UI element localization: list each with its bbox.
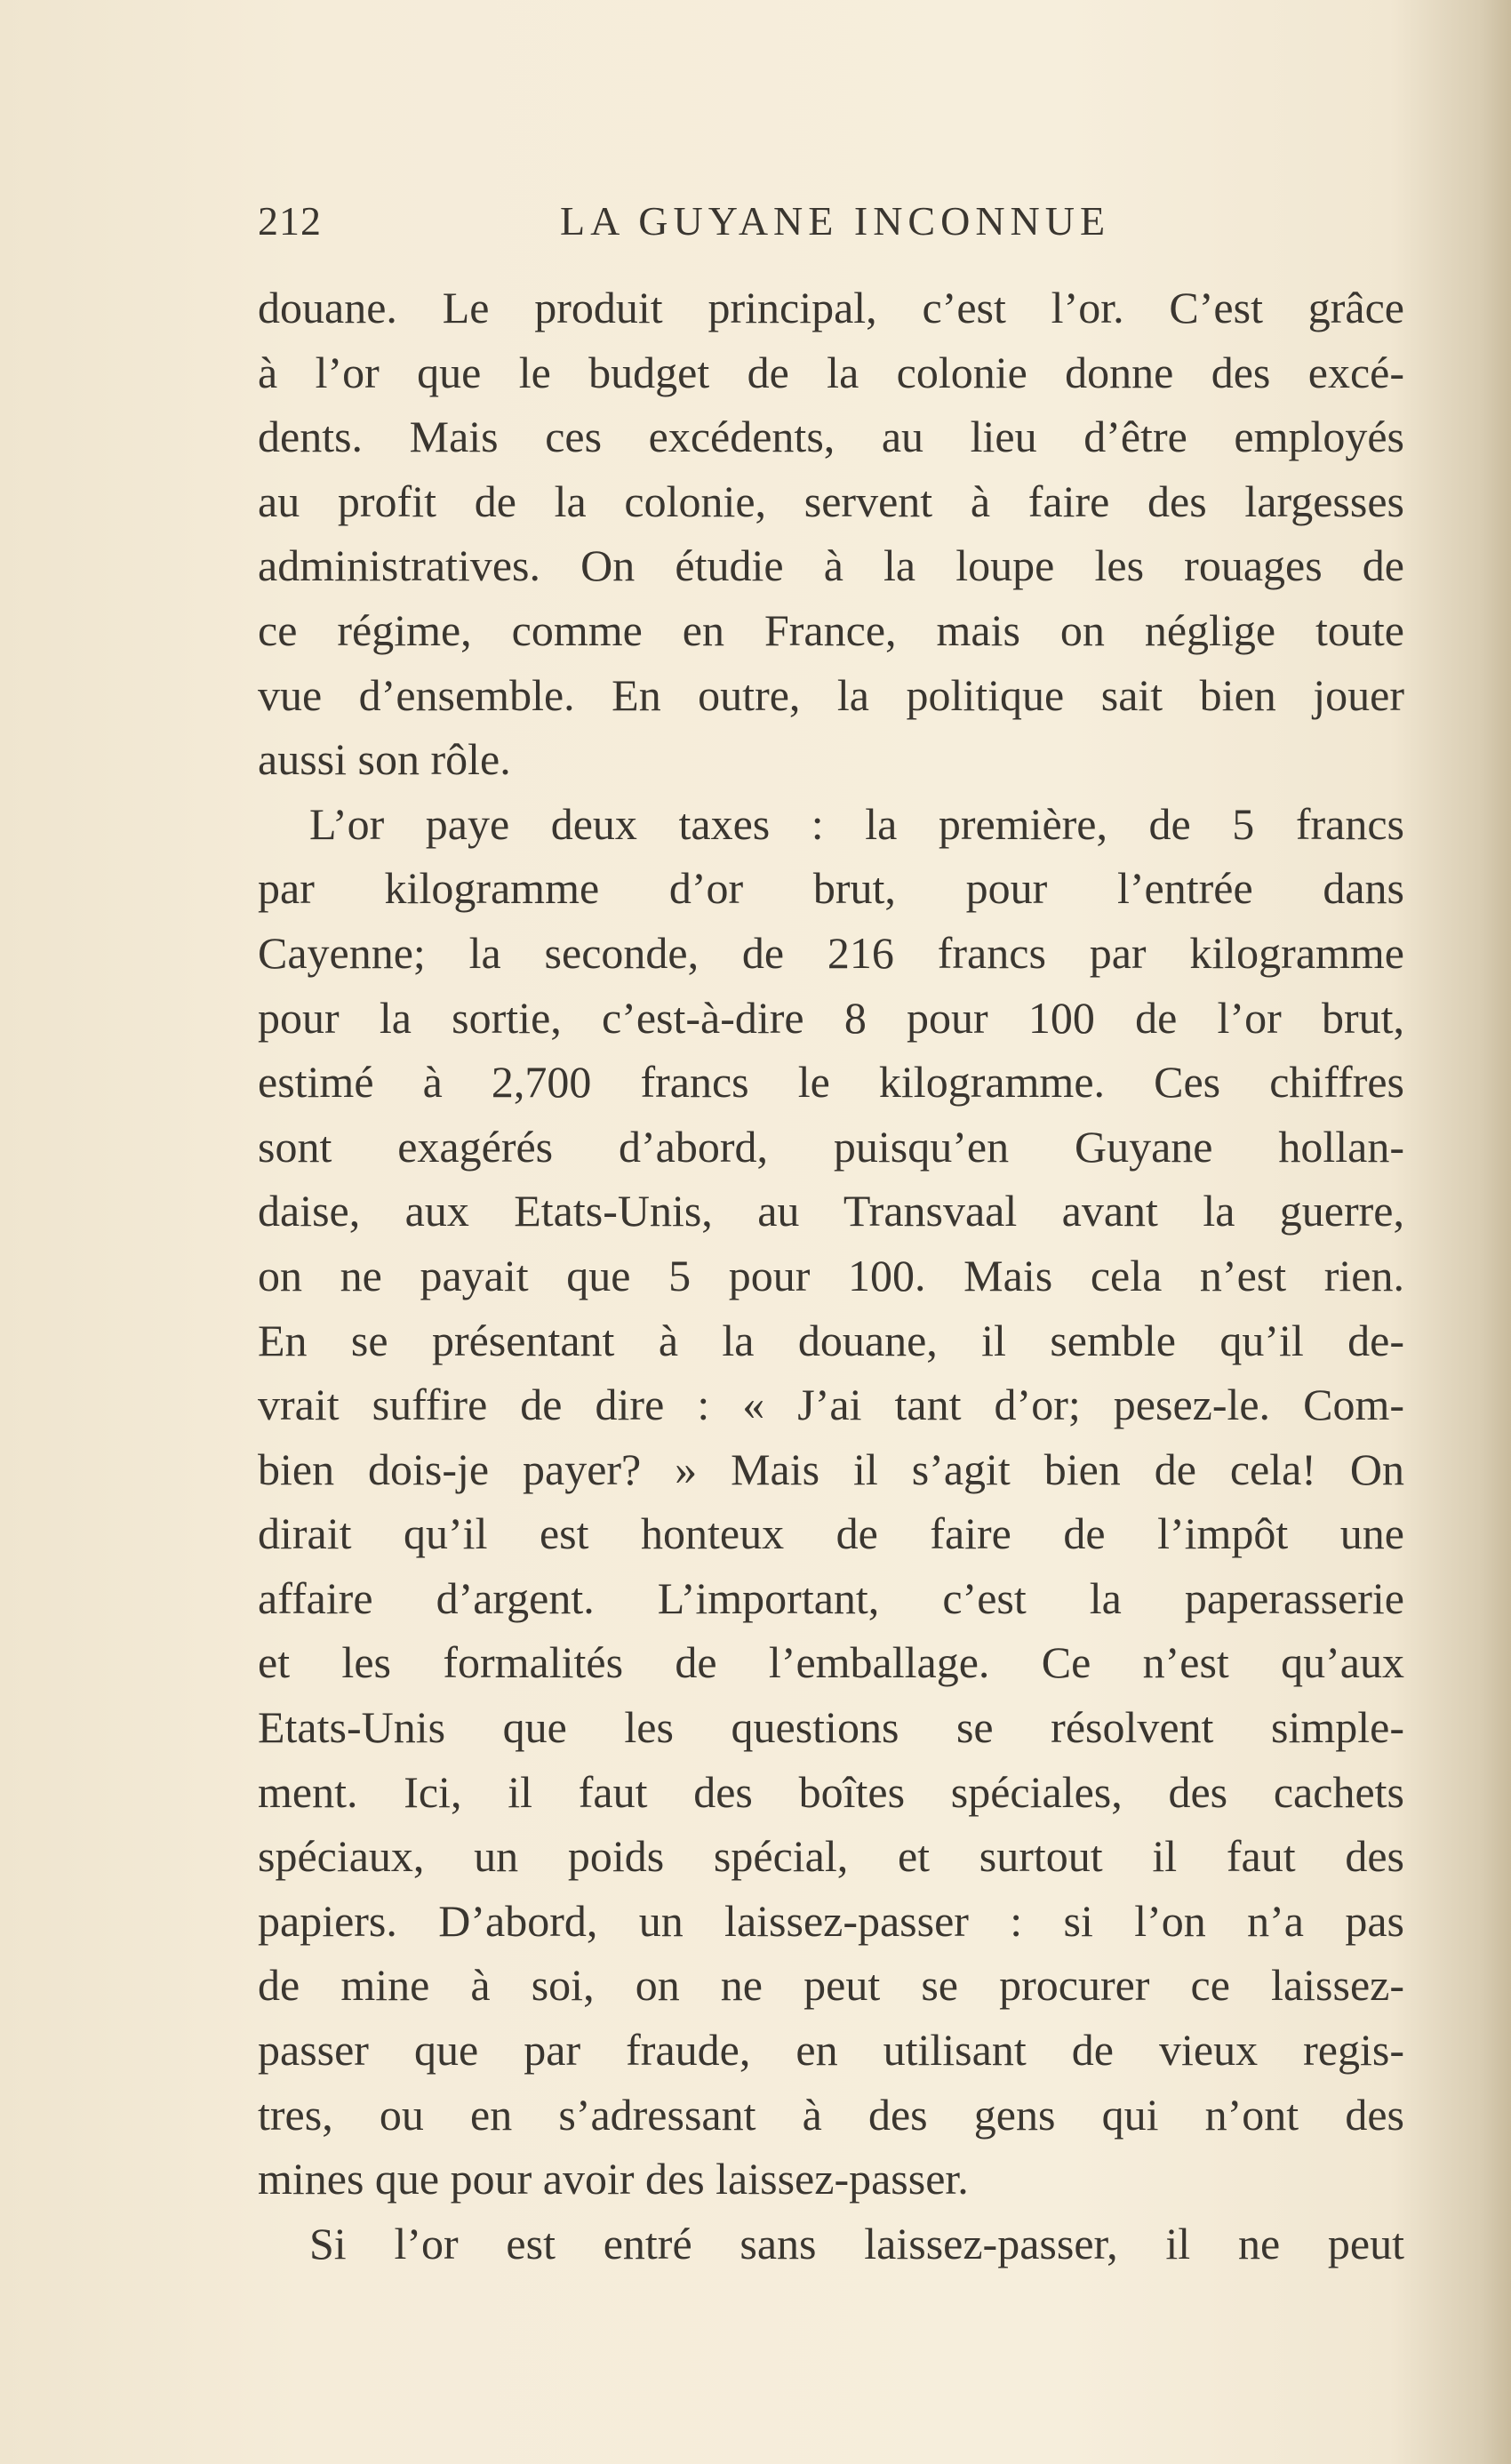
running-title: LA GUYANE INCONNUE: [560, 198, 1111, 244]
text-line: de mine à soi, on ne peut se procurer ce laissez-: [258, 1960, 1404, 2011]
text-line: bien dois-je payer? » Mais il s’agit bien de cela! On: [258, 1444, 1404, 1494]
text-line: dirait qu’il est honteux de faire de l’impôt une: [258, 1508, 1404, 1559]
text-line: vrait suffire de dire : « J’ai tant d’or; pesez-le. Com-: [258, 1380, 1404, 1430]
text-line: affaire d’argent. L’important, c’est la paperasserie: [258, 1572, 1404, 1623]
text-line: passer que par fraude, en utilisant de vieux regis-: [258, 2025, 1404, 2076]
text-line: papiers. D’abord, un laissez-passer : si l’on n’a pas: [258, 1895, 1404, 1946]
page-body: [258, 276, 1404, 2276]
text-line: par kilogramme d’or brut, pour l’entrée dans: [258, 863, 1404, 914]
text-line: au profit de la colonie, servent à faire des largesses: [258, 476, 1404, 526]
text-line: à l’or que le budget de la colonie donne des excé-: [258, 347, 1404, 397]
text-line: dents. Mais ces excédents, au lieu d’être employés: [258, 412, 1404, 462]
text-line: sont exagérés d’abord, puisqu’en Guyane hollan-: [258, 1121, 1404, 1172]
text-line: et les formalités de l’emballage. Ce n’est qu’aux: [258, 1637, 1404, 1688]
text-line: pour la sortie, c’est-à-dire 8 pour 100 de l’or brut,: [258, 992, 1404, 1043]
text-line: spéciaux, un poids spécial, et surtout il faut des: [258, 1831, 1404, 1882]
text-line: mines que pour avoir des laissez-passer.: [258, 2154, 969, 2204]
text-line: on ne payait que 5 pour 100. Mais cela n’est rien.: [258, 1250, 1404, 1300]
text-line: estimé à 2,700 francs le kilogramme. Ces chiffres: [258, 1057, 1404, 1108]
text-line: Etats-Unis que les questions se résolvent simple-: [258, 1702, 1404, 1753]
text-line: aussi son rôle.: [258, 734, 511, 785]
text-line: vue d’ensemble. En outre, la politique sait bien jouer: [258, 669, 1404, 720]
page-number: 212: [258, 198, 322, 244]
paragraph-first-line: L’or paye deux taxes : la première, de 5 francs: [309, 798, 1404, 849]
text-line: administratives. On étudie à la loupe les rouages de: [258, 540, 1404, 591]
text-line: Cayenne; la seconde, de 216 francs par kilogramme: [258, 927, 1404, 978]
page-header: [258, 197, 1404, 260]
text-line: tres, ou en s’adressant à des gens qui n’ont des: [258, 2089, 1404, 2140]
text-line: ment. Ici, il faut des boîtes spéciales, des cachets: [258, 1766, 1404, 1817]
text-line: En se présentant à la douane, il semble qu’il de-: [258, 1315, 1404, 1365]
text-line: douane. Le produit principal, c’est l’or. C’est grâce: [258, 283, 1404, 332]
text-line: daise, aux Etats-Unis, au Transvaal avant la guerre,: [258, 1186, 1404, 1236]
paragraph-first-line: Si l’or est entré sans laissez-passer, il ne peut: [309, 2218, 1404, 2268]
text-line: ce régime, comme en France, mais on néglige toute: [258, 604, 1404, 655]
